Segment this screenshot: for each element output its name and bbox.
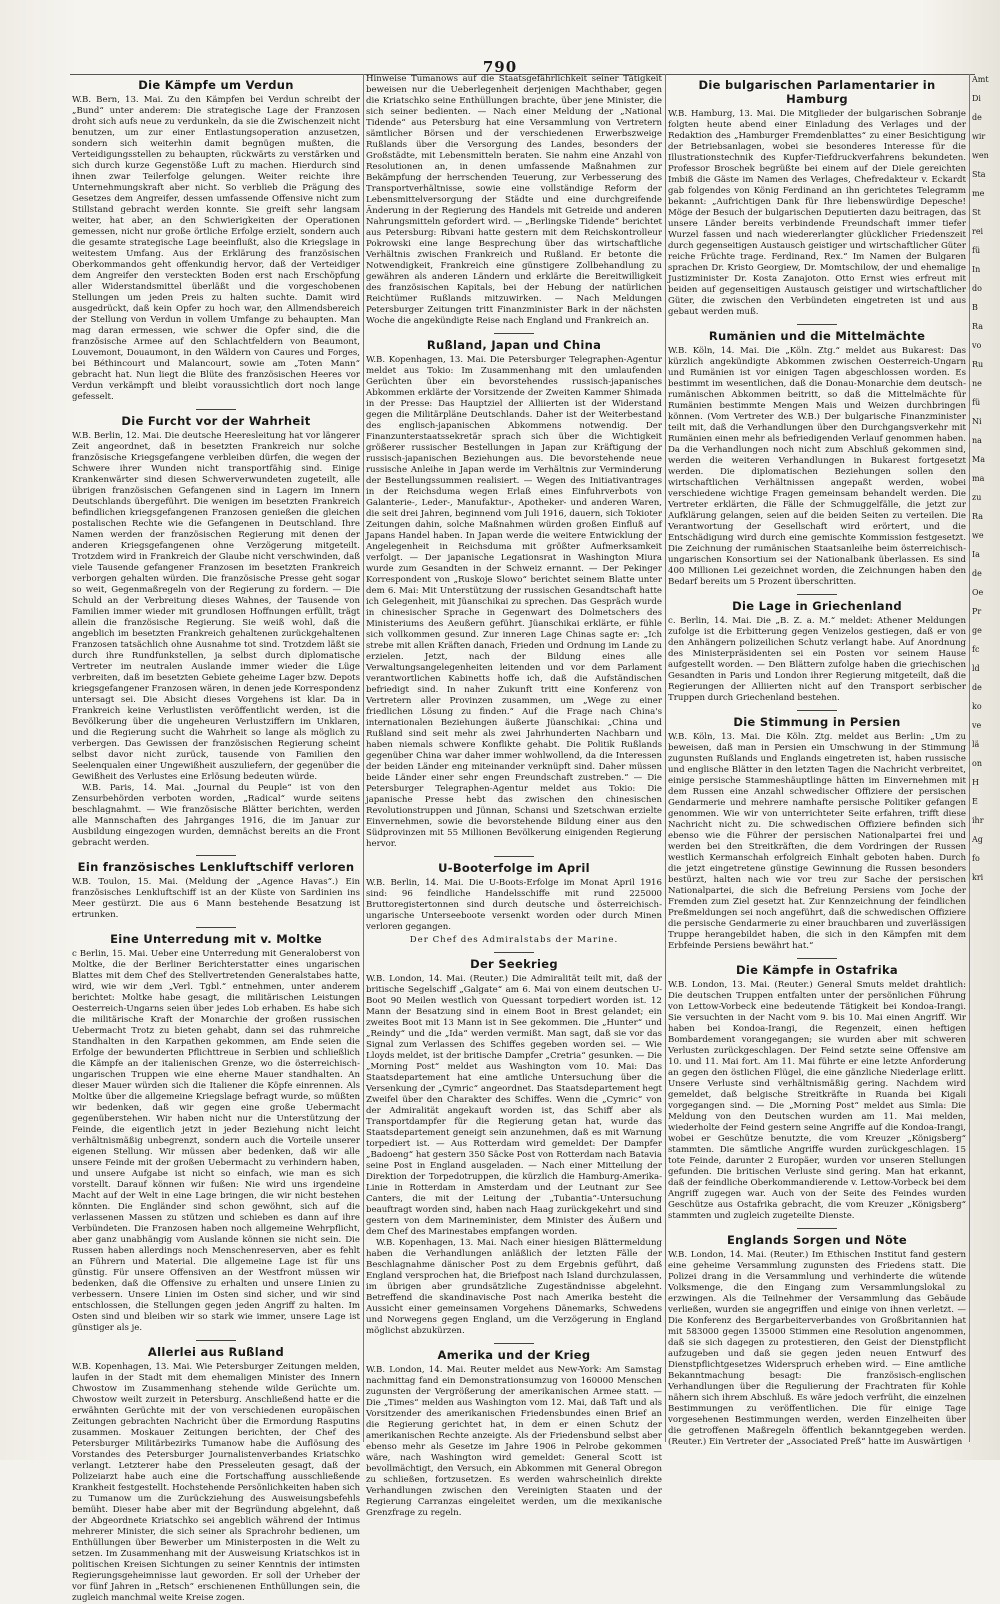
article-paragraph: W.B. Kopenhagen, 13. Mai. Die Petersburger Telegraphen-Agentur meldet aus Tokio: Im Zusammenhang mit den umlaufenden Gerüchten über ein bevorstehendes russisch-japanisches Abkommen erklärte der Vorsitzende der Zweiten Kammer Shimada in der Presse: Das Hauptziel der Alliierten ist der Widerstand gegen die Militärpläne Deutschlands. Daher ist der Weiterbestand des englisch-japanischen Abkommens notwendig. Der Finanzunterstaatssekretär sprach sich über die Wichtigkeit größerer russischer Bestellungen in Japan zur Kräftigung der russisch-japanischen Beziehungen aus. Die bevorstehende neue russische Anleihe in Japan werde im Verhältnis zur Verminderung der Bestellungssummen realisiert. — Wegen des Initiativantrages in der Reichsduma wegen Erlaß eines Einfuhrverbots von Galanterie-, Leder-, Manufaktur-, Apotheker- und anderen Waren, die seit drei Jahren, beginnend vom Juli 1916, dauern, sich Tokioter Zeitungen dahin, solche Maßnahmen würden großen Einfluß auf Japans Handel haben. In Japan werde die weitere Entwicklung der Angelegenheit in Reichsduma mit größter Aufmerksamkeit verfolgt. — Der japanische Legationsrat in Washington Miura wurde zum Gesandten in der Schweiz ernannt. — Der Pekinger Korrespondent von „Ruskoje Slowo“ berichtet seinem Blatte unter dem 6. Mai: Mit Unterstützung der russischen Gesandtschaft hatte ich Gelegenheit, mit Jüanschikai zu sprechen. Das Gespräch wurde in chinesischer Sprache in Gegenwart des Dolmetschers des Ministeriums des Aeußern geführt. Jüanschikai erklärte, er fühle sich vollkommen gesund. Zur inneren Lage Chinas sagte er: „Ich strebe mit allen Kräften danach, Frieden und Ordnung im Lande zu erzielen. Jetzt, nach der Bildung eines alle Verwaltungsangelegenheiten leitenden und vor dem Parlament verantwortlichen Kabinetts hoffe ich, daß die Aufständischen befriedigt sind. In naher Zukunft tritt eine Konferenz von Vertretern aller Provinzen zusammen, um „Wege zu einer friedlichen Lösung zu finden.“ Auf die Frage nach China's internationalen Beziehungen äußerte Jüanschikai: „China und Rußland sind seit mehr als zwei Jahrhunderten Nachbarn und haben niemals schwere Konflikte gehabt. Die Politik Rußlands gegenüber China war daher immer wohlwollend, da die Interessen der beiden Länder eng miteinander verknüpft sind. Daher müssen beide Länder einer sehr engen Freundschaft zustreben.“ — Die Petersburger Telegraphen-Agentur meldet aus Tokio: Die japanische Presse hebt das zwischen den chinesischen Revolutionstruppen und Jünnan, Schansi und Szetschwan erzielte Einvernehmen, sowie die bevorstehende Bildung einer aus den Südprovinzen mit 55 Millionen Bevölkerung einigenden Regierung hervor. [366,355,662,849]
article-body [668,1250,966,1448]
article-paragraph: W.B. London, 13. Mai. (Reuter.) General Smuts meldet drahtlich: Die deutschen Truppen entfalten unter der persönlichen Führung von Lettow-Vorbeck eine bedeutende Tätigkeit bei Kondoa-Irangi. Sie versuchten in der Nacht vom 9. bis 10. Mai einen Angriff. Wir haben bei Kondoa-Irangi, die Regenzeit, einen heftigen Bombardement vorangegangen; sie wurden aber mit schweren Verlusten zurückgeschlagen. Der Feind setzte seine Offensive am 10. und 11. Mai fort. Am 11. Mai führte er eine letzte Anforderung an gegen den östlichen Flügel, die eine gänzliche Niederlage erlitt. Unsere Verluste sind verhältnismäßig gering. Nachdem wird gemeldet, daß belgische Streitkräfte in Ruanda bei Kigali vorgegangen sind. — Die „Morning Post“ meldet aus Simla: Die Meldung von den Deutschen wurden am 11. Mai melden, wiederholte der Feind gestern seine Angriffe auf die Kondoa-Irangi, wobei er Geschütze benutzte, die vom Kreuzer „Königsberg“ stammten. Die sämtliche Angriffe wurden zurückgeschlagen. 15 tote Feinde, darunter 2 Europäer, wurden vor unseren Stellungen gefunden. Die britischen Verluste sind gering. Man hat erkannt, daß der feindliche Oberkommandierende v. Lettow-Vorbeck bei dem Angriff zugegen war. Auch von der Seite des Feindes wurden Geschütze aus Ostafrika gebracht, die vom Kreuzer „Königsberg“ stammten und zugleich zugeteilte Dienste. [668,980,966,1221]
cut-off-text: B [972,303,978,312]
cut-off-text: Amt [972,75,989,84]
article-headline: Die bulgarischen Parlamentarier in Hamburg [698,78,936,106]
cut-off-text: Sta [972,170,986,179]
cut-off-text: Ma [972,455,985,464]
article [366,957,662,1337]
article-separator [196,409,236,410]
article-headline: Die Kämpfe in Ostafrika [736,963,898,977]
article-body [668,109,966,318]
article-body [366,74,662,327]
article-separator [494,1343,534,1344]
article-headline: Ein französisches Lenkluftschiff verloren [77,860,355,874]
article-body [668,980,966,1222]
article-paragraph: W.B. Kopenhagen, 13. Mai. Nach einer hiesigen Blättermeldung haben die Verhandlungen anläßlich der letzten Fälle der Beschlagnahme dänischer Post zu dem Ergebnis geführt, daß England versprochen hat, die Briefpost nach Island durchzulassen, im übrigen aber grundsätzliche Zugeständnisse abgelehnt. Betreffend die skandinavische Post nach Amerika besteht die Aussicht einer gemeinsamen Vorgehens Dänemarks, Schwedens und Norwegens gegen England, um die Verzögerung in England möglichst abzukürzen. [366,1238,662,1336]
cut-off-text: ve [972,721,982,730]
column-2 [366,74,662,1518]
cut-off-text: kri [972,873,984,882]
cut-off-text: fc [972,645,980,654]
article-separator [494,856,534,857]
cut-off-text: Ia [972,550,980,559]
article-separator [196,1340,236,1341]
article [72,1345,360,1604]
article-body [366,878,662,946]
cut-off-text: E [972,797,978,806]
article-paragraph: W.B. Berlin, 12. Mai. Die deutsche Heeresleitung hat vor längerer Zeit angeordnet, daß in besetzten Frankreich nur solche französische Kriegsgefangene verbleiben dürfen, die wegen der Schwere ihrer Wunden nicht transportfähig sind. Einige Krankenwärter sind diesen Schwerverwundeten zugeteilt, alle übrigen französischen Gefangenen sind in Lagern im Innern Deutschlands übergeführt. Die wenigen im besetzten Frankreich befindlichen kriegsgefangenen Franzosen genießen die gleichen postalischen Rechte wie die Gefangenen in Deutschland. Ihre Namen werden der französischen Regierung mit denen der anderen Kriegsgefangenen ohne Verzögerung mitgeteilt. Trotzdem wird in Frankreich der Glaube nicht verschwinden, daß viele Tausende gefangener Franzosen im besetzten Frankreich verborgen gehalten würden. Die französische Presse geht sogar so weit, Gegenmaßregeln von der Regierung zu fordern. — Die Schuld an der Verbreitung dieses Wahnes, der Tausende von Familien immer wieder mit grundlosen Hoffnungen erfüllt, trägt allein die französische Regierung. Sie weiß wohl, daß die angeblich im besetzten Frankreich gehaltenen zurückgehaltenen Franzosen tatsächlich ohne Ausnahme tot sind. Trotzdem läßt sie durch ihre Rundfunkstellen, ja selbst durch diplomatische Vertreter im neutralen Auslande immer wieder die Lüge verbreiten, daß im besetzten Gebiete geheime Lager bzw. Depots kriegsgefangener Franzosen wären, in denen jede Korrespondenz untersagt sei. Die Absicht dieses Vorgehens ist klar. Da in Frankreich keine Verlustlisten veröffentlicht werden, ist die Bevölkerung über die ungeheuren Verlustziffern im Unklaren, und die Regierung sucht die Wahrheit so lange als möglich zu verbergen. Das Gewissen der französischen Regierung scheint selbst davor nicht zurück, tausende von Familien den Seelenqualen einer Ungewißheit auszuliefern, der gegenüber die Gewißheit des Verlustes eine Erlösung bedeuten würde. [72,431,360,782]
article-headline: Der Seekrieg [470,957,558,971]
cut-off-text: Ag [972,835,983,844]
cut-off-text: Pr [972,607,982,616]
article-signature: Der Chef des Admiralstabs der Marine. [409,935,619,945]
cut-off-text: Oe [972,588,984,597]
article [366,861,662,946]
column-3 [668,74,966,1447]
article-headline: Die Stimmung in Persien [733,715,901,729]
page-number: 790 [482,58,518,76]
article-body [366,1365,662,1519]
cut-off-text: de [972,113,982,122]
column-1 [72,74,360,1603]
article-body [668,732,966,952]
article-paragraph: W.B. Köln, 13. Mai. Die Köln. Ztg. meldet aus Berlin: „Um zu beweisen, daß man in Persien ein Umschwung in der Stimmung zugunsten Rußlands und Englands eingetreten ist, haben russische und englische Blätter in den letzten Tagen die Nachricht verbreitet, einige persische Stammeshäuptlinge hätten im Einvernehmen mit dem Russen eine Anzahl schwedischer Offiziere der persischen Gendarmerie und mehrere namhafte persische Politiker gefangen genommen. Wie wir von unterrichteter Seite erfahren, trifft diese Nachricht nicht zu. Die schwedischen Offiziere befinden sich ebenso wie die Führer der persischen Nationalpartei frei und werden bei den Streitkräften, die dem Vordringen der Russen westlich Kermanschah erfolgreich Einhalt geboten haben. Durch die jetzt eingetretene günstige Gewinnung die Russen besonders bestürzt, halten nach wie vor treu zur Sache der persischen Nationalpartei, die sich die Befreiung Persiens vom Joche der Fremden zum Ziel gesetzt hat. Zur Kennzeichnung der feindlichen Preßmeldungen sei noch angeführt, daß die schwedischen Offiziere die persische Gendarmerie zu einer brauchbaren und zuverlässigen Truppe herangebildet haben, die sich in den Kämpfen mit dem Erbfeinde Persiens bewährt hat.“ [668,732,966,951]
article-separator [797,324,837,325]
article-headline: Englands Sorgen und Nöte [727,1233,907,1247]
cut-off-text: de [972,683,982,692]
article-headline: Die Kämpfe um Verdun [138,78,294,92]
column-4-fragment [972,74,1000,1442]
article-separator [797,594,837,595]
cut-off-text: Ra [972,512,983,521]
article [72,78,360,403]
article-separator [797,710,837,711]
article [366,1348,662,1519]
cut-off-text: St [972,208,981,217]
article-paragraph: W.B. Hamburg, 13. Mai. Die Mitglieder der bulgarischen Sobranje folgten heute abend einer Einladung des Verlages und der Redaktion des „Hamburger Fremdenblattes“ zu einer Besichtigung der Betriebsanlagen, wobei sie besonderes Interesse für die Illustrationstechnik des Kupfer-Tiefdruckverfahrens bekundeten. Professor Broschek begrüßte bei einem auf der Diele gereichten Imbiß die Gäste im Namen des Verlages, Chefredakteur v. Eckardt gab folgendes von König Ferdinand an ihn gerichtetes Telegramm bekannt: „Aufrichtigen Dank für Ihre liebenswürdige Depesche! Möge der Besuch der bulgarischen Deputierten dazu beitragen, das unsere Länder bereits verbindende Freundschaft immer tiefer Wurzel fassen und nach wiedererlangter glücklicher Friedenszeit durch gegenseitigen Austausch geistiger und wirtschaftlicher Güter reiche Früchte trage. Ferdinand, Rex.“ Im Namen der Bulgaren sprachen Dr. Kristo Georgiew, Dr. Momtschilow, der und ehemalige Justizminister Dr. Kosta Zanajoton. Otto Ernst wies erfreut mit beiden auf gegenseitigen Austausch geistiger und wirtschaftlicher Güter, die zwischen den Verbündeten eingetreten ist und aus gebaut werden muß. [668,109,966,317]
article [366,338,662,850]
article-separator [196,855,236,856]
article-separator [797,958,837,959]
article-body [668,346,966,588]
article-paragraph: W.B. London, 14. Mai. (Reuter.) Die Admiralität teilt mit, daß der britische Segelschiff „Galgate“ am 6. Mai von einem deutschen U-Boot 90 Meilen westlich von Quessant torpediert worden ist. 12 Mann der Besatzung sind in einem Boot in Brest gelandet; ein zweites Boot mit 13 Mann ist in See gekommen. Die „Hunter“ und „Reindy“ und die „Ida“ werden vermißt. Man sagt, daß sie vor das Signal zum Verlassen des Schiffes gegeben worden sei. — Wie Lloyds meldet, ist der britische Dampfer „Cretria“ gesunken. — Die „Morning Post“ meldet aus Washington vom 10. Mai: Das Staatsdepartement hat eine amtliche Untersuchung über die Versenkung der „Cymric“ angeordnet. Das Staatsdepartement hegt Zweifel über den Charakter des Schiffes. Wenn die „Cymric“ von der Admiralität angekauft worden ist, das Schiff aber als Transportdampfer für die Regierung getan hat, wurde das Staatsdepartement geneigt sein anzunehmen, daß es mit Warnung torpediert ist. — Aus Rotterdam wird gemeldet: Der Dampfer „Badoeng“ hat gestern 350 Säcke Post von Rotterdam nach Batavia seine Post in England ausgeladen. — Nach einer Mitteilung der Direktion der Torpedotruppen, die kürzlich die Hamburg-Amerika-Linie in Rotterdam in Amsterdam und der Leutnant zur See Canters, die mit der Leitung der „Tubantia“-Untersuchung beauftragt worden sind, haben nach Haag zurückgekehrt und sind gestern von dem Marineminister, dem Minister des Äußern und dem Chef des Marinestabes empfangen worden. [366,974,662,1237]
article-paragraph: W.B. Kopenhagen, 13. Mai. Wie Petersburger Zeitungen melden, laufen in der Stadt mit dem ehemaligen Minister des Innern Chwostow im Zusammenhang stehende wilde Gerüchte um. Chwostow weilt zurzeit in Petersburg. Anschließend hatte er die erwähnten Gerüchte mit der von verschiedenen europäischen Zeitungen gebrachten Nachricht über die Ermordung Rasputins zusammen. Moskauer Zeitungen berichten, der Chef des Petersburger Militärbezirks Tumanow habe die Auflösung des Vorstandes des Petersburger Journalistenverbandes Kriatschko verlangt. Letzterer habe den Presseleuten gesagt, daß der Polizeiarzt habe auch eine die Fortschaffung ausschließende Krankheit festgestellt. Hochstehende Persönlichkeiten haben sich zu Tumanow um die Zurückziehung des Ausweisungsbefehls bemüht. Dieser habe aber mit der Begründung abgelehnt, daß der Abgeordnete Kriatschko sei angeblich während der Intimus mehrerer Minister, die sich seiner als Sprachrohr bedienen, um Enthüllungen über Bewerber um Ministerposten in die Welt zu setzen. Im Zusammenhang mit der Ausweisung Kriatschkos ist in politischen Kreisen Sichtungen zu seiner Kenntnis der intimsten Regierungsgeheimnisse laut geworden. Er soll der Urheber der vor fünf Jahren in „Retsch“ erschienenen Enthüllungen sein, die zugleich manchmal weite Kreise zogen. [72,1362,360,1603]
article-body [366,974,662,1337]
cut-off-text: Ra [972,322,983,331]
cut-off-text: rei [972,227,984,236]
article [72,860,360,921]
article-paragraph: W.B. Bern, 13. Mai. Zu den Kämpfen bei Verdun schreibt der „Bund“ unter anderem: Die strategische Lage der Franzosen droht sich aufs neue zu verdunkeln, da sie die Zwischenzeit nicht benutzen, um zur einer Entlastungsoperation anzusetzen, sondern sich weiterhin damit begnügen mußten, die Verteidigungsstellen zu behaupten, rückwärts zu verstärken und sich durch kurze Gegenstöße Luft zu machen. Hierdurch sind ihnen zwar Teilerfolge gelungen. Weiter reichte ihre Unternehmungskraft aber nicht. So verblieb die Prägung des Gesetzes dem Angreifer, dessen umfassende Offensive nicht zum Stillstand gebracht werden konnte. Sie greift sehr langsam weiter, hat aber, an den Schwierigkeiten der Operationen gemessen, nicht nur große örtliche Erfolge erzielt, sondern auch die gesamte strategische Lage beeinflußt, also die Kriegslage in weitestem Umfang. Aus der Erklärung des französischen Oberkommandos geht offenkundig hervor, daß der Verteidiger dem Angreifer den versteckten Boden erst nach Erschöpfung aller Widerstandsmittel überläßt und die vorgeschobenen Stellungen um jeden Preis zu halten suchte. Damit wird ausgedrückt, daß kein Opfer zu hoch war, den Allmendsbereich der Stellung von Verdun in vollem Umfange zu behaupten. Man mag daran ermessen, wie schwer die Opfer sind, die die französische Armee auf den Schlachtfeldern von Beaumont, Louvemont, Douaumont, in den Wäldern von Caures und Forges, bei Béthincourt und Malancourt, sowie am „Toten Mann“ gebracht hat. Nun liegt die Blüte des französischen Heeres vor Verdun verkämpft und bleibt voraussichtlich dort noch lange gefesselt. [72,95,360,402]
cut-off-text: fo [972,854,980,863]
article [72,414,360,849]
cut-off-text: we [972,531,984,540]
article-headline: Rußland, Japan und China [426,338,602,352]
article-body [366,355,662,850]
article [366,74,662,327]
cut-off-text: on [972,759,982,768]
article-body [72,877,360,921]
cut-off-text: ge [972,626,982,635]
article-body [72,949,360,1334]
column-divider [969,74,970,1442]
article-headline: Amerika und der Krieg [437,1348,591,1362]
article [668,963,966,1222]
article-headline: Rumänien und die Mittelmächte [708,329,926,343]
cut-off-text: me [972,189,985,198]
article-paragraph: W.B. London, 14. Mai. (Reuter.) Im Ethischen Institut fand gestern eine geheime Versammlung zugunsten des Friedens statt. Die Polizei drang in die Versammlung und verhinderte die wütende Volksmenge, die den Eingang zum Versammlungslokal zu erzwingen. Als die Teilnehmer der Versammlung das Gebäude verließen, wurden sie angegriffen und einige von ihnen verletzt. — Die Konferenz des Bergarbeiterverbandes von Großbritannien hat mit 583000 gegen 135000 Stimmen eine Resolution angenommen, daß sie sich dagegen zu protestieren, den Geist der Dienstpflicht aufzugeben und daß sie gegen jeden neuen Entwurf des Dienstpflichtgesetzes Widerspruch erheben wird. — Eine amtliche Bekanntmachung besagt: Die französisch-englischen Verhandlungen über die Regulierung der Frachtraten für Kohle nähern sich ihrem Abschluß. Es wäre jedoch verfrüht, die einzelnen Bestimmungen zu veröffentlichen. Die für einige Tage vorgesehenen Bestimmungen werden, werden Einzelheiten über die getroffenen Maßregeln öffentlich bekanntgegeben werden. (Reuter.) Ein Vertreter der „Associated Preß“ hatte im Auswärtigen [668,1250,966,1447]
article [668,1233,966,1448]
article [668,599,966,704]
article-paragraph: W.B. Köln, 14. Mai. Die „Köln. Ztg.“ meldet aus Bukarest: Das kürzlich angekündigte Abkommen zwischen Oesterreich-Ungarn und Rumänien ist vor einigen Tagen abgeschlossen worden. Es bestimmt im wesentlichen, daß die Donau-Monarchie dem deutsch-rumänischen Abkommen beitritt, so daß die Mittelmächte für Rumänien bestimmte Mengen Mais und Weizen durchbringen können. (Vom Vertreter des W.B.) Der bulgarische Finanzminister teilt mit, daß die Verhandlungen über den Durchgangsverkehr mit Rumänien einen mehr als befriedigenden Verlauf genommen haben. Da die Verhandlungen noch nicht zum Abschluß gekommen sind, werden die weiteren Verhandlungen in Bukarest fortgesetzt werden. Die diplomatischen Beziehungen sollen den wirtschaftlichen Verhältnissen angepaßt werden, wobei verschiedene wichtige Fragen gemeinsam behandelt werden. Die Vertreter erklärten, die Fälle der Schmuggelfälle, die jetzt zur Aufklärung gelangen, seien auf die beiden Seiten zu verteilen. Die Verantwortung der Gesellschaft wird erörtert, und die Entschädigung wird durch eine gemischte Kommission festgesetzt. Die Zeichnung der rumänischen Staatsanleihe beim österreichisch-ungarischen Konsortium sei der Nationalbank überlassen. Es sind 400 Millionen Lei gezeichnet worden, die Zeichnungen haben den Bedarf bereits um 5 Prozent überschritten. [668,346,966,587]
cut-off-text: Di [972,94,981,103]
cut-off-text: de [972,569,982,578]
article [668,78,966,318]
article-separator [494,952,534,953]
article-body [72,95,360,403]
article-paragraph: W.B. Toulon, 15. Mai. (Meldung der „Agence Havas“.) Ein französisches Lenkluftschiff ist an der Küste von Sardinien ins Meer gestürzt. Die aus 6 Mann bestehende Besatzung ist ertrunken. [72,877,360,920]
column-divider [665,74,666,1442]
cut-off-text: fü [972,246,981,255]
cut-off-text: do [972,284,982,293]
cut-off-text: ld [972,664,980,673]
article-paragraph: W.B. Berlin, 14. Mai. Die U-Boots-Erfolge im Monat April 1916 sind: 96 feindliche Handelsschiffe mit rund 225000 Bruttoregistertonnen sind durch deutsche und österreichisch-ungarische Unterseeboote versenkt worden oder durch Minen verloren gegangen. [366,878,662,932]
cut-off-text: na [972,436,982,445]
article [668,715,966,952]
cut-off-text: ne [972,379,982,388]
article-headline: Die Furcht vor der Wahrheit [121,414,311,428]
article-paragraph: c. Berlin, 14. Mai. Die „B. Z. a. M.“ meldet: Athener Meldungen zufolge ist die Erbitterung gegen Venizelos gestiegen, daß er von den Anhängern polizeilichen Schutz verlangt habe. Auf Anordnung des Ministerpräsidenten sei ein Posten vor seinem Hause aufgestellt worden. — Den Blättern zufolge haben die griechischen Gesandten in Paris und London ihrer Regierung mitgeteilt, daß die Regierungen der Alliierten nicht auf den Transport serbischer Truppen durch Griechenland bestehen. [668,616,966,703]
article-paragraph: Hinweise Tumanows auf die Staatsgefährlichkeit seiner Tätigkeit beweisen nur die Ueberlegenheit derjenigen Machthaber, gegen die Kriatschko seine Enthüllungen brachte, über jene Minister, die sich seiner bedienten. — Nach einer Meldung der „National Tidende“ aus Petersburg hat eine Versammlung von Vertretern sämtlicher Börsen und der verschiedenen Erwerbszweige Rußlands über die Versorgung des Landes, besonders der Großstädte, mit Lebensmitteln beraten. Sie nahm eine Anzahl von Resolutionen an, in denen umfassende Maßnahmen zur Bekämpfung der herrschenden Teuerung, zur Verbesserung des Transportverhältnisse, sowie eine vollständige Reform der Lebensmittelversorgung der Städte und eine durchgreifende Änderung in der Regierung des Handels mit Getreide und anderen Nahrungsmitteln gefordert wird. — „Berlingske Tidende“ berichtet aus Petersburg: Ribvani hatte gestern mit dem Reichskontrolleur Pokrowski eine lange Besprechung über das wirtschaftliche Verhältnis zwischen Frankreich und Rußland. Er betonte die Notwendigkeit, Frankreich eine günstigere Zollbehandlung zu gewähren als anderen Ländern und erklärte die Bereitwilligkeit des französischen Kapitals, bei der Hebung der natürlichen Reichtümer Rußlands mitzuwirken. — Nach Meldungen Petersburger Zeitungen tritt Finanzminister Bark in der nächsten Woche die angekündigte Reise nach England und Frankreich an. [366,74,662,326]
column-divider [363,74,364,1442]
article-body [72,431,360,849]
cut-off-text: Ni [972,417,982,426]
article-headline: Eine Unterredung mit v. Moltke [110,932,322,946]
article-separator [494,333,534,334]
article-body [668,616,966,704]
cut-off-text: ihr [972,816,984,825]
cut-off-text: Ru [972,360,984,369]
article-paragraph: W.B. London, 14. Mai. Reuter meldet aus New-York: Am Samstag nachmittag fand ein Demonstrationsumzug von 160000 Menschen zugunsten der Vergrößerung der amerikanischen Armee statt. — Die „Times“ melden aus Washington vom 12. Mai, daß Taft und als Vorsitzender des amerikanischen Friedensbundes einen Brief an die Regierung gerichtet hat, in dem er einen Schutz der amerikanischen Rechte anzeigte. Als der Friedensbund selbst aber ebenso mehr als Gesetze im Jahre 1906 in Pelrobe gekommen wäre, nach Washington wird gemeldet: General Scott ist bevollmächtigt, den Versuch, ein Abkommen mit General Obregon zu schließen, fortzusetzen. Es werden wahrscheinlich direkte Verhandlungen zwischen den Vereinigten Staaten und der Regierung Carranzas eingeleitet werden, um die mexikanische Grenzfrage zu regeln. [366,1365,662,1518]
cut-off-text: In [972,265,981,274]
cut-off-text: wen [972,151,989,160]
article-paragraph: c Berlin, 15. Mai. Ueber eine Unterredung mit Generaloberst von Moltke, die der Berliner Berichterstatter eines ungarischen Blattes mit dem Chef des Stellvertretenden Generalstabes hatte, wird, wie wir dem „Verl. Tgbl.“ entnehmen, unter anderem berichtet: Moltke habe gesagt, die militärischen Leistungen Oesterreich-Ungarns seien über jedes Lob erhaben. Es habe sich die militärische Kraft der Monarchie der großen russischen Uebermacht Trotz zu bieten gehabt, dann sei das ruhmreiche Standhalten in den Karpathen gekommen, am Ende seien die Erfolge der bewunderten Pflichttreue in Serbien und schließlich die Kämpfe an der italienischen Grenze, wo die österreichisch-ungarischen Truppen wie eine eherne Mauer standhalten. An dieser Mauer würden sich die Italiener die Köpfe einrennen. Als Moltke über die allgemeine Kriegslage befragt wurde, so müßten wir bedenken, daß wir gegen eine große Uebermacht gegenüberstehen. Wir haben nicht nur die Unterstützung der Feinde, die eigentlich jetzt in jeder Beziehung nicht leicht verhältnismäßig unbegrenzt, sondern auch die Vorteile unserer eigenen Stellung. Wir müssen aber bedenken, daß wir alle unsere Feinde mit der großen Uebermacht zu verhindern haben, und unsere Aufgabe ist nicht so einfach, wie man es sich vorstellt. Darauf können wir fußen: Nie wird uns irgendeine Macht auf der Welt in eine Lage bringen, die wir nicht bestehen könnten. Die Engländer sind schon gewöhnt, sich auf die verlassenen Massen zu stützen und schieben es dann auf ihre Verbündeten. Die Franzosen haben noch allgemeine Wehrpflicht, aber ganz unabhängig vom Auslande können sie nicht sein. Die Russen haben allerdings noch Menschenreserven, aber es fehlt an Führern und Material. Die allgemeine Lage ist für uns günstig. Für unsere Offensiven an der Westfront müssen wir bedenken, daß die Offensive zu erhalten und unsere Linien zu verbessern. Unsere Linien im Osten sind sicher, und wir sind entschlossen, die Stellungen gegen jeden Angriff zu halten. Im Osten sind und bleiben wir so stark wie immer, unsere Lage ist günstiger als je. [72,949,360,1333]
article-headline: Die Lage in Griechenland [732,599,902,613]
article-headline: Allerlei aus Rußland [147,1345,285,1359]
cut-off-text: lä [972,740,980,749]
cut-off-text: ma [972,474,985,483]
cut-off-text: fü [972,398,981,407]
article-body [72,1362,360,1604]
article [72,932,360,1334]
cut-off-text: zu [972,493,982,502]
cut-off-text: vo [972,341,982,350]
article-separator [797,1228,837,1229]
article [668,329,966,588]
cut-off-text: wir [972,132,986,141]
article-paragraph: W.B. Paris, 14. Mai. „Journal du Peuple“ ist von den Zensurbehörden verboten worden, „Radical“ wurde seitens beschlagnahmt. — Wie französische Blätter berichten, werden alle Mannschaften des Jahrganges 1916, die im Januar zur Ausbildung eingezogen wurden, demnächst bereits an die Front gebracht werden. [72,783,360,848]
article-separator [196,927,236,928]
article-headline: U-Booterfolge im April [438,861,590,875]
cut-off-text: H [972,778,979,787]
cut-off-text: ko [972,702,982,711]
